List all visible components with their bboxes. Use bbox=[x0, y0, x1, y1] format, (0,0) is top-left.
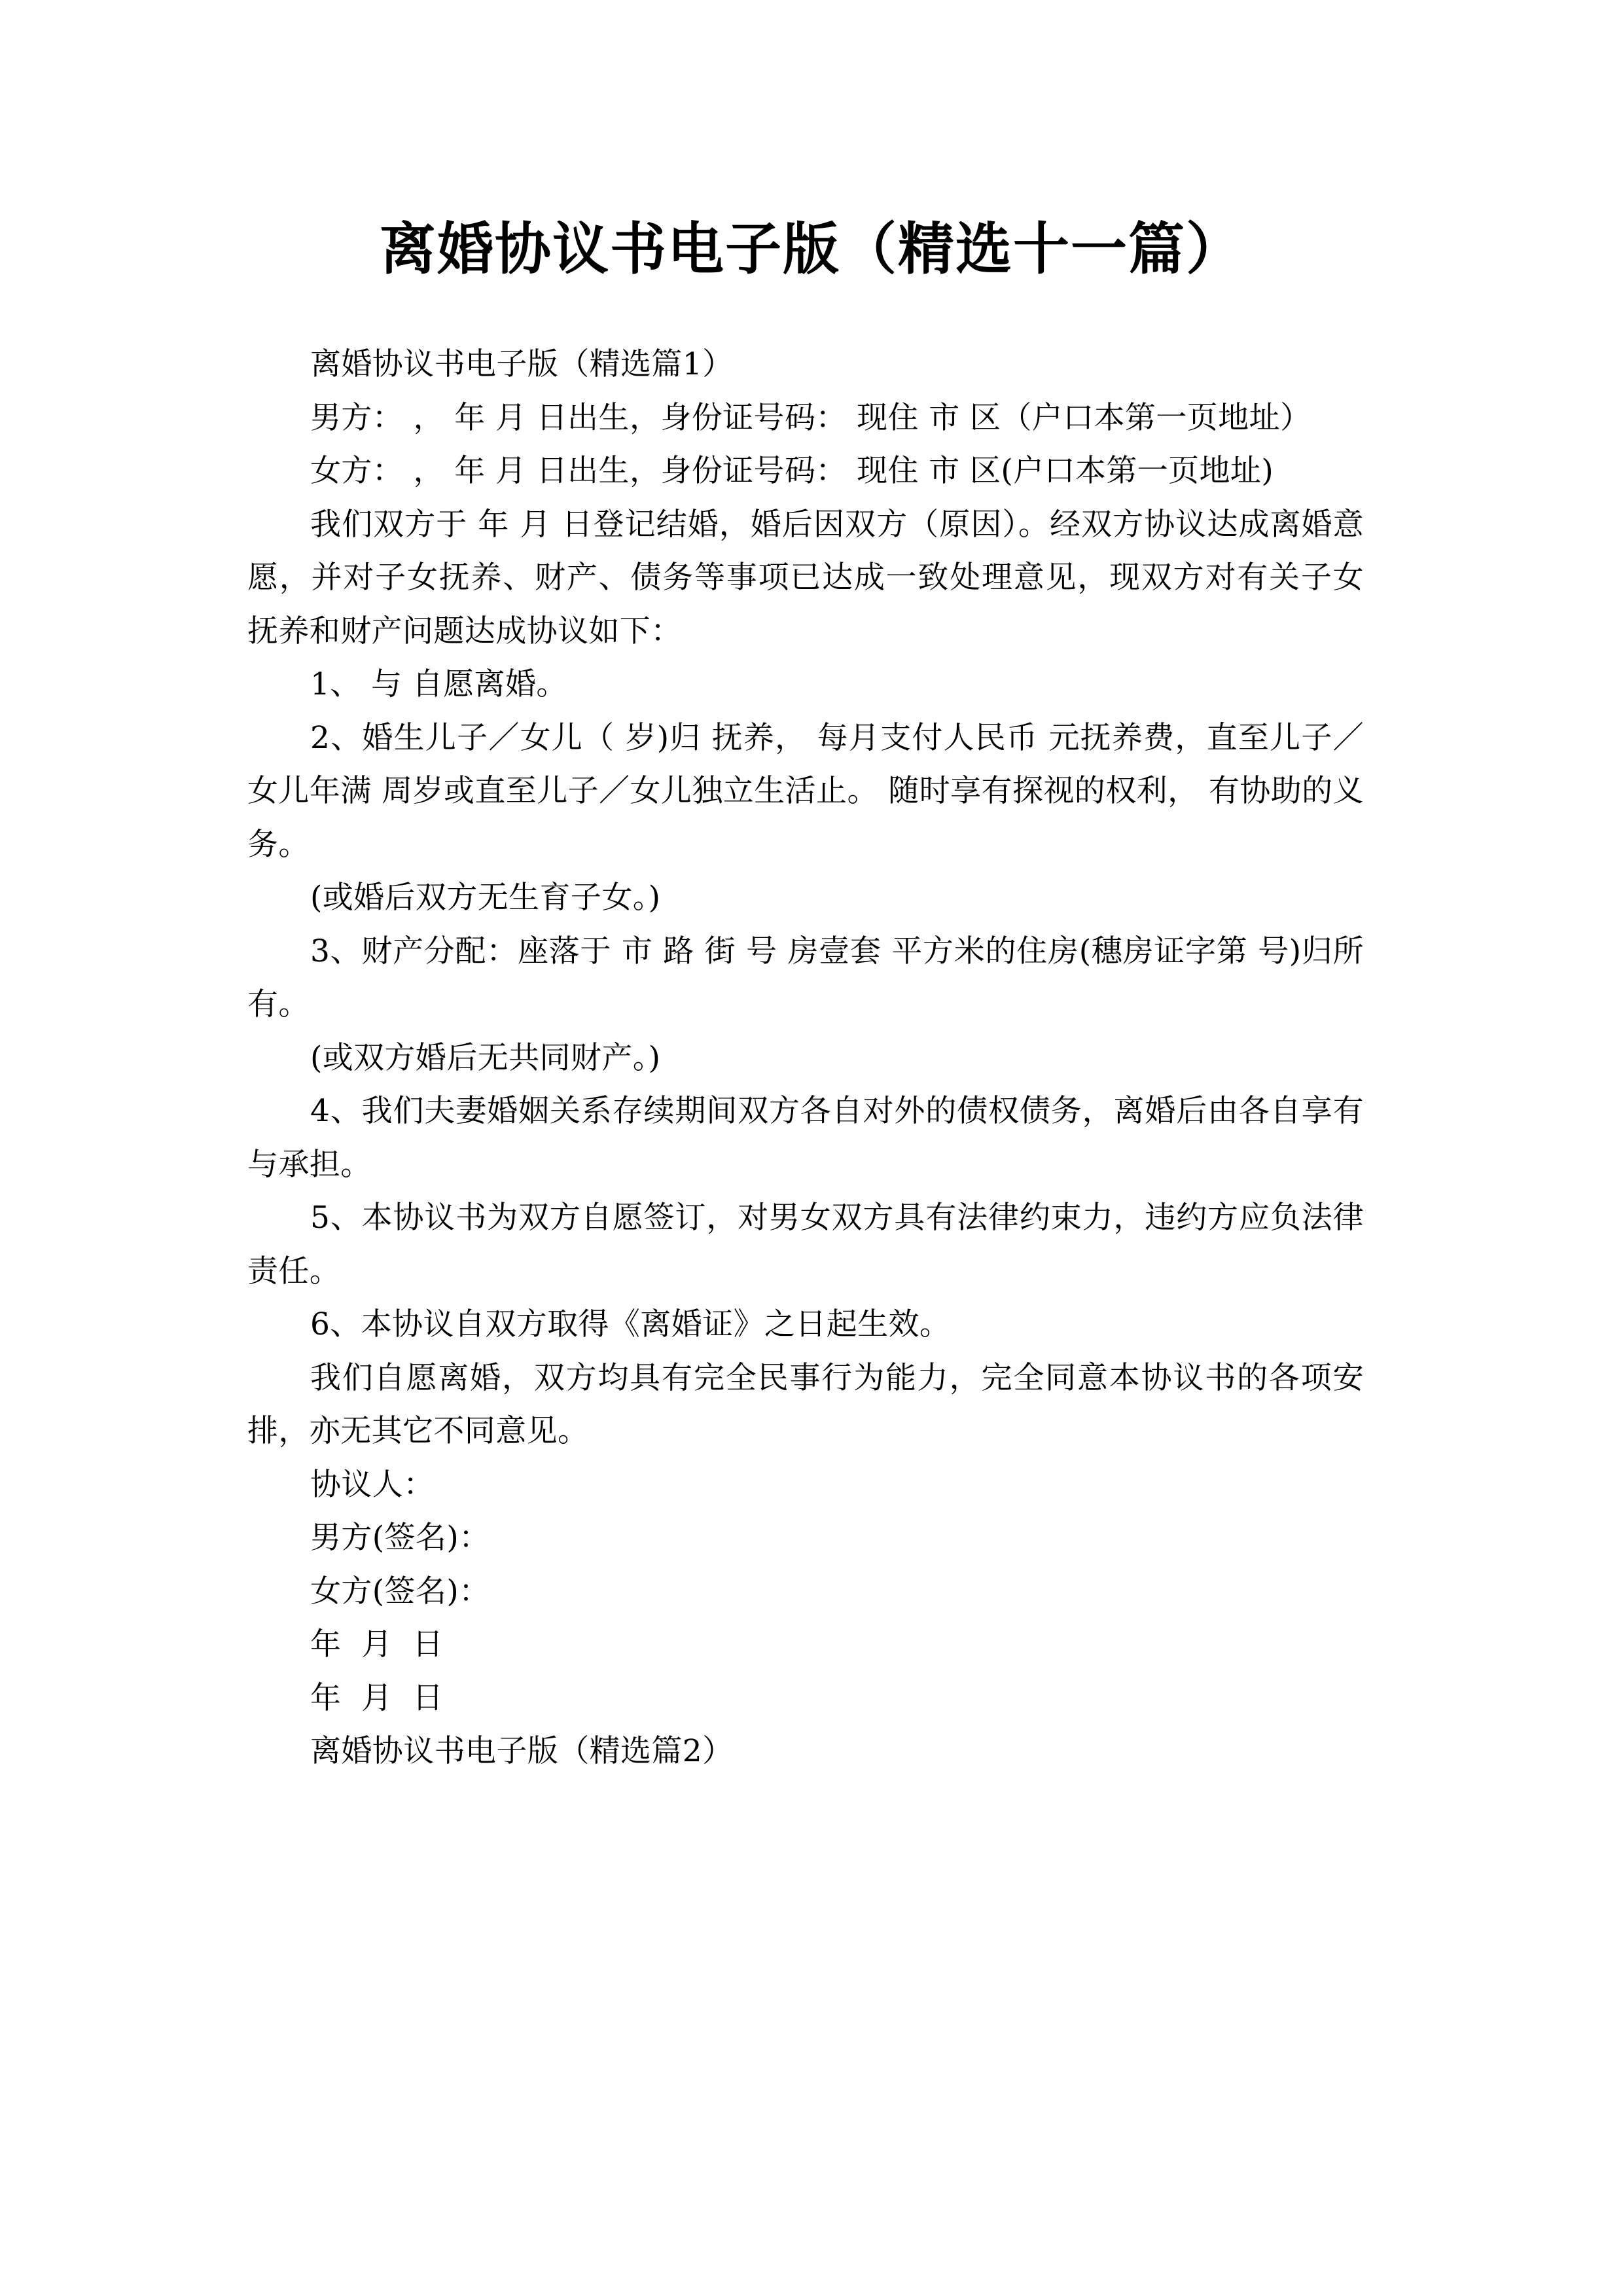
clause-item-3: 3、财产分配：座落于 市 路 街 号 房壹套 平方米的住房(穗房证字第 号)归所有。 bbox=[247, 933, 1364, 1022]
document-body bbox=[247, 338, 1364, 1778]
page-title: 离婚协议书电子版（精选十一篇） bbox=[380, 215, 1243, 282]
clause-item-1: 1、 与 自愿离婚。 bbox=[310, 666, 567, 702]
paragraph-husband-info: 男方： ， 年 月 日出生，身份证号码： 现住 市 区（户口本第一页地址） bbox=[310, 399, 1311, 436]
husband-date-line: 年 月 日 bbox=[310, 1626, 444, 1662]
husband-signature-label: 男方(签名)： bbox=[310, 1520, 490, 1556]
paragraph-closing-statement: 我们自愿离婚，双方均具有完全民事行为能力，完全同意本协议书的各项安排，亦无其它不同意见。 bbox=[247, 1359, 1364, 1449]
clause-item-2: 2、婚生儿子／女儿（ 岁)归 抚养， 每月支付人民币 元抚养费，直至儿子／女儿年满 周岁或直至儿子／女儿独立生活止。 随时享有探视的权利， 有协助的义务。 bbox=[247, 719, 1364, 863]
section-heading-part-1: 离婚协议书电子版（精选篇1） bbox=[310, 346, 734, 382]
clause-item-6: 6、本协议自双方取得《离婚证》之日起生效。 bbox=[310, 1306, 951, 1342]
paragraph-wife-info: 女方： ， 年 月 日出生，身份证号码： 现住 市 区(户口本第一页地址) bbox=[310, 453, 1274, 489]
note-no-joint-property: (或双方婚后无共同财产。) bbox=[310, 1039, 661, 1076]
wife-date-line: 年 月 日 bbox=[310, 1679, 444, 1716]
agreement-parties-label: 协议人： bbox=[310, 1466, 435, 1503]
paragraph-marriage-background: 我们双方于 年 月 日登记结婚，婚后因双方（原因）。经双方协议达成离婚意愿，并对子女抚养、财产、债务等事项已达成一致处理意见，现双方对有关子女抚养和财产问题达成协议如下： bbox=[247, 506, 1364, 649]
section-heading-part-2: 离婚协议书电子版（精选篇2） bbox=[310, 1733, 734, 1769]
clause-item-5: 5、本协议书为双方自愿签订，对男女双方具有法律约束力，违约方应负法律责任。 bbox=[247, 1200, 1364, 1289]
note-no-children: (或婚后双方无生育子女。) bbox=[310, 880, 661, 916]
clause-item-4: 4、我们夫妻婚姻关系存续期间双方各自对外的债权债务，离婚后由各自享有与承担。 bbox=[247, 1093, 1364, 1183]
wife-signature-label: 女方(签名)： bbox=[310, 1573, 490, 1609]
